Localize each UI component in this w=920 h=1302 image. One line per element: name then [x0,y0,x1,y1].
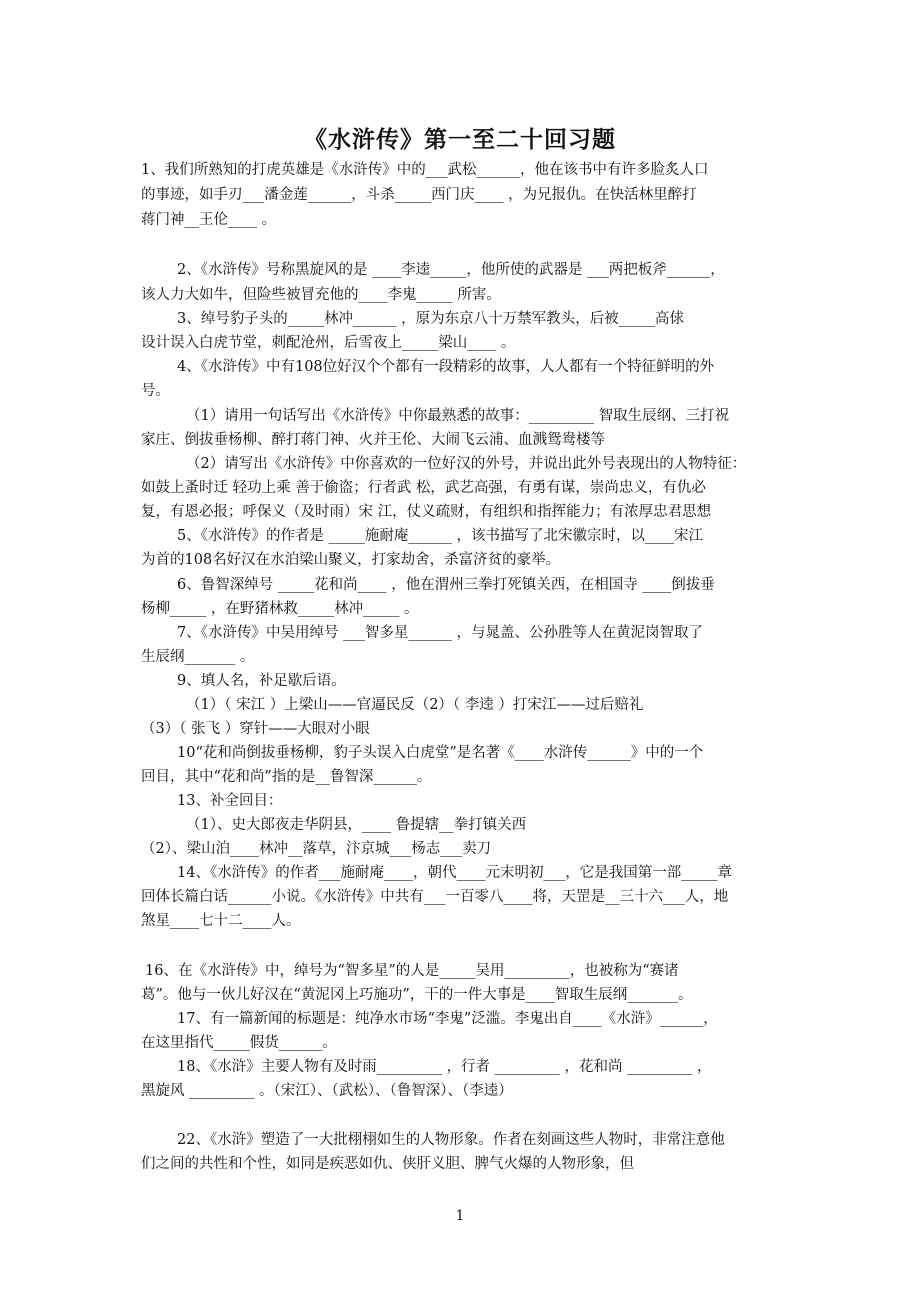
text-line: 在这里指代_____假货______。 [141,1035,337,1051]
text-line: 为首的108名好汉在水泊梁山聚义，打家劫舍，杀富济贫的豪举。 [141,552,561,568]
text-line: 2、《水浒传》号称黑旋风的是 ____李逵_____，他所使的武器是 ___两把板斧______， [177,262,725,278]
page-number: 1 [455,1208,465,1224]
text-line: 14、《水浒传》的作者___施耐庵____，朝代____元末明初___，它是我国第一部_____章 [177,865,732,881]
text-line: 们之间的共性和个性，如同是疾恶如仇、侠肝义胆、脾气火爆的人物形象，但 [141,1156,634,1172]
text-line: 5、《水浒传》的作者是 _____施耐庵______ ，该书描写了北宋徽宗时，以____宋江 [177,528,703,544]
text-line: （1）（ 宋江 ）上梁山——官逼民反（2）（ 李逵 ）打宋江——过后赔礼 [186,697,644,713]
text-line: 16、在《水浒传》中，绰号为“智多星”的人是_____吴用_________，也被称为“赛诸 [145,963,679,979]
text-line: 杨柳_____ ，在野猪林救_____林冲_____ 。 [141,601,419,617]
document-title: 《水浒传》第一至二十回习题 [304,126,616,153]
text-line: 4、《水浒传》中有108位好汉个个都有一段精彩的故事，人人都有一个特征鲜明的外 [177,359,715,375]
text-line: 号。 [141,383,170,399]
text-line: 黑旋风 _________ 。（宋江）、（武松）、（鲁智深）、（李逵） [141,1083,513,1099]
text-line: 3、绰号豹子头的_____林冲______ ，原为东京八十万禁军教头，后被_____高俅 [177,311,684,327]
text-line: 如鼓上蚤时迁 轻功上乘 善于偷盗；行者武 松，武艺高强，有勇有谋，崇尚忠义，有仇必 [141,480,706,496]
text-line: （1）请用一句话写出《水浒传》中你最熟悉的故事：_________ 智取生辰纲、三打祝 [186,408,730,424]
text-line: 1、我们所熟知的打虎英雄是《水浒传》中的___武松______，他在该书中有许多脸炙人口 [141,162,709,178]
text-line: 7、《水浒传》中吴用绰号 ___智多星______ ，与晁盖、公孙胜等人在黄泥岗智取了 [177,625,703,641]
text-line: （2）请写出《水浒传》中你喜欢的一位好汉的外号，并说出此外号表现出的人物特征： [186,456,747,472]
text-line: 回目，其中“花和尚”指的是__鲁智深______。 [141,769,432,785]
text-line: 9、填人名，补足歇后语。 [177,673,346,689]
text-line: （1）、史大郎夜走华阴县，____ 鲁提辖__拳打镇关西 [186,817,527,833]
text-line: 生辰纲_______ 。 [141,649,255,665]
text-line: 葛”。他与一伙儿好汉在“黄泥冈上巧施功”，干的一件大事是____智取生辰纲_______。 [141,987,693,1003]
text-line: 6、鲁智深绰号 _____花和尚____ ，他在渭州三拳打死镇关西，在相国寺 ____倒拔垂 [177,577,715,593]
text-line: （2）、梁山泊____林冲__落草，汴京城___杨志___卖刀 [141,841,491,857]
text-line: （3）（ 张飞 ）穿针——大眼对小眼 [141,721,370,737]
text-line: 13、补全回目： [177,793,283,809]
text-line: 的事迹，如手刃___潘金莲______，斗杀_____西门庆____ ，为兄报仇。在快活林里醉打 [141,187,697,203]
text-line: 回体长篇白话______小说。《水浒传》中共有___一百零八____将，天罡是__三十六___人，地 [141,889,729,905]
text-line: 10“花和尚倒拔垂杨柳，豹子头误入白虎堂”是名著《____水浒传______》中的一个 [177,745,704,761]
text-line: 复，有恩必报；呼保义（及时雨）宋 江，仗义疏财，有组织和指挥能力；有浓厚忠君思想 [141,504,712,520]
text-line: 该人力大如牛，但险些被冒充他的____李鬼_____ 所害。 [141,287,501,303]
text-line: 家庄、倒拔垂杨柳、醉打蒋门神、火并王伦、大闹飞云浦、血溅鸳鸯楼等 [141,432,605,448]
text-line: 蒋门神__王伦____ 。 [141,212,277,228]
text-line: 22、《水浒》塑造了一大批栩栩如生的人物形象。作者在刻画这些人物时，非常注意他 [177,1132,725,1148]
text-line: 18、《水浒》主要人物有及时雨_________ ，行者 _________ ，花和尚 _________ ， [177,1059,712,1075]
text-line: 17、有一篇新闻的标题是：纯净水市场“李鬼”泛滥。李鬼出自____《水浒》______， [177,1011,718,1027]
text-line: 煞星____七十二____人。 [141,913,301,929]
text-line: 设计误入白虎节堂，刺配沧州，后雪夜上_____梁山____ 。 [141,335,516,351]
